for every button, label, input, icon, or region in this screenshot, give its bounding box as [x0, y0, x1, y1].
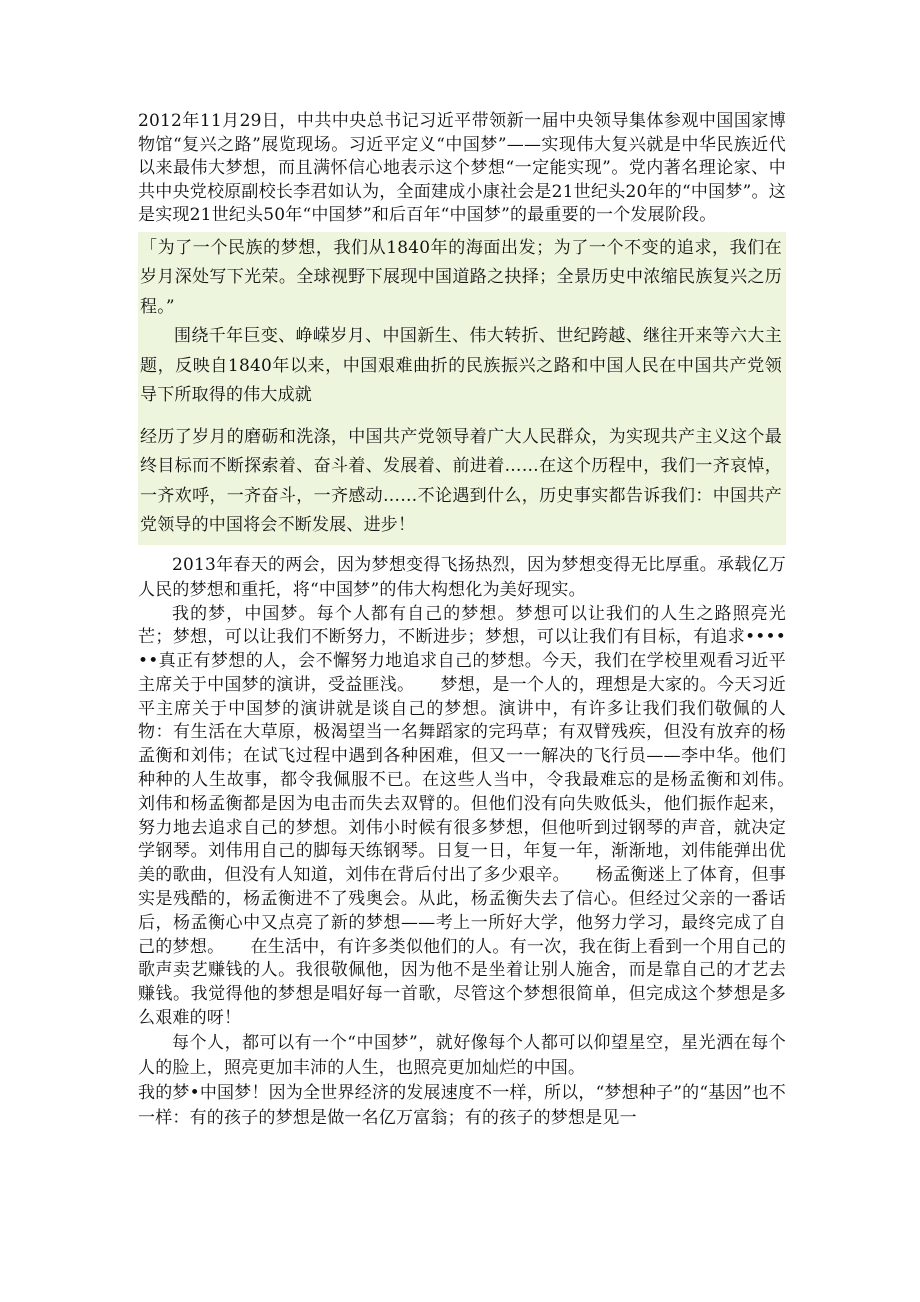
paragraph-my-dream: 我的梦，中国梦。每个人都有自己的梦想。梦想可以让我们的人生之路照亮光芒；梦想，可以让我们不断努力，不断进步；梦想，可以让我们有目标，有追求••••••真正有梦想的人，会不懈努力地追求自己的梦想。今天，我们在学校里观看习近平主席关于中国梦的演讲，受益匪浅。 梦想，是一个人的，理想是大家的。今天习近平主席关于中国梦的演讲就是谈自己的梦想。演讲中，有许多让我们我们敬佩的人物：有生活在大草原，极渴望当一名舞蹈家的完玛草；有双臂残疾，但没有放弃的杨孟衡和刘伟；在试飞过程中遇到各种困难，但又一一解决的飞行员——李中华。他们种种的人生故事，都令我佩服不已。在这些人当中，令我最难忘的是杨孟衡和刘伟。 刘伟和杨孟衡都是因为电击而失去双臂的。但他们没有向失败低头，他们振作起来，努力地去追求自己的梦想。刘伟小时候有很多梦想，但他听到过钢琴的声音，就决定学钢琴。刘伟用自己的脚每天练钢琴。日复一日，年复一年，渐渐地，刘伟能弹出优美的歌曲，但没有人知道，刘伟在背后付出了多少艰辛。 杨孟衡迷上了体育，但事实是残酷的，杨孟衡进不了残奥会。从此，杨孟衡失去了信心。但经过父亲的一番话后，杨孟衡心中又点亮了新的梦想——考上一所好大学，他努力学习，最终完成了自己的梦想。 在生活中，有许多类似他们的人。有一次，我在街上看到一个用自己的歌声卖艺赚钱的人。我很敬佩他，因为他不是坐着让别人施舍，而是靠自己的才艺去赚钱。我觉得他的梦想是唱好每一首歌，尽管这个梦想很简单，但完成这个梦想是多么艰难的呀！: [138, 603, 821, 1029]
essay-closing: [138, 1031, 786, 1131]
paragraph-dream-seed: 我的梦•中国梦！因为全世界经济的发展速度不一样，所以，“梦想种子”的“基因”也不一样：有的孩子的梦想是做一名亿万富翁；有的孩子的梦想是见一: [138, 1082, 786, 1128]
document-page: [138, 110, 821, 1131]
paragraph-everyone-dream: 每个人，都可以有一个“中国梦”，就好像每个人都可以仰望星空，星光洒在每个人的脸上，照亮更加丰沛的人生，也照亮更加灿烂的中国。: [138, 1032, 786, 1078]
quote-gap: [140, 411, 782, 423]
quote-paragraph-2: 围绕千年巨变、峥嵘岁月、中国新生、伟大转折、世纪跨越、继往开来等六大主题，反映自1840年以来，中国艰难曲折的民族振兴之路和中国人民在中国共产党领导下所取得的伟大成就: [140, 326, 782, 405]
quote-paragraph-1: 「为了一个民族的梦想，我们从1840年的海面出发；为了一个不变的追求，我们在岁月深处写下光荣。全球视野下展现中国道路之抉择；全景历史中浓缩民族复兴之历程。”: [140, 237, 782, 317]
essay-body: [138, 553, 786, 603]
highlighted-quote-block: [138, 232, 786, 545]
essay-main: [138, 603, 821, 1031]
paragraph-intro: 2012年11月29日，中共中央总书记习近平带领新一届中央领导集体参观中国国家博物馆“复兴之路”展览现场。习近平定义“中国梦”——实现伟大复兴就是中华民族近代以来最伟大梦想，而且满怀信心地表示这个梦想“一定能实现”。党内著名理论家、中共中央党校原副校长李君如认为，全面建成小康社会是21世纪头20年的“中国梦”。这是实现21世纪头50年“中国梦”和后百年“中国梦”的最重要的一个发展阶段。: [138, 111, 786, 225]
quote-paragraph-3: 经历了岁月的磨砺和洗涤，中国共产党领导着广大人民群众，为实现共产主义这个最终目标而不断探索着、奋斗着、发展着、前进着……在这个历程中，我们一齐哀悼，一齐欢呼，一齐奋斗，一齐感动……不论遇到什么，历史事实都告诉我们：中国共产党领导的中国将会不断发展、进步！: [140, 426, 782, 535]
paragraph-two-sessions: 2013年春天的两会，因为梦想变得飞扬热烈，因为梦想变得无比厚重。承载亿万人民的梦想和重托，将“中国梦”的伟大构想化为美好现实。: [138, 554, 786, 600]
